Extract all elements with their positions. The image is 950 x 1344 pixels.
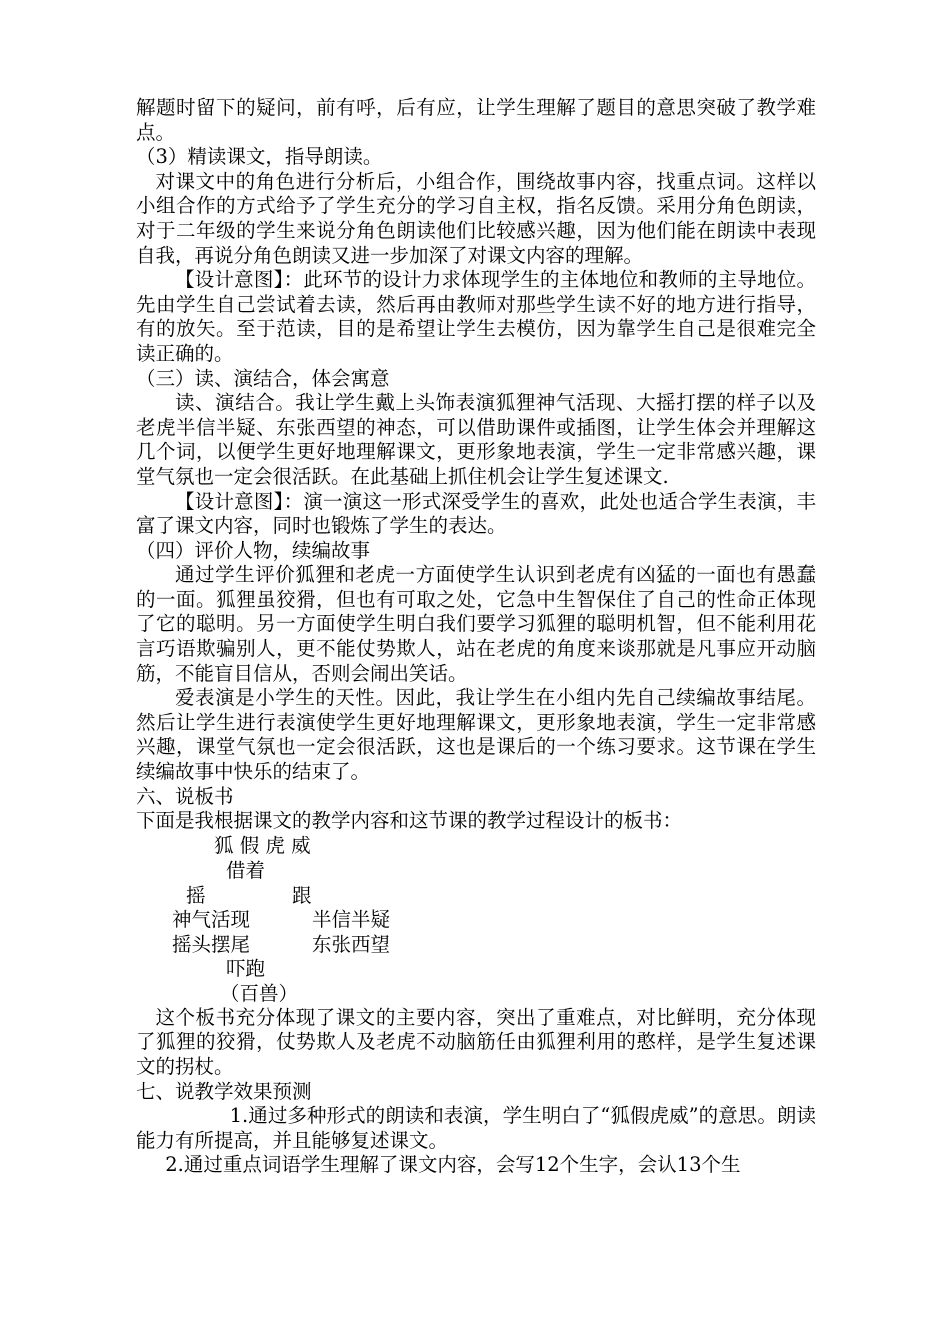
- paragraph: 读、演结合。我让学生戴上头饰表演狐狸神气活现、大摇打摆的样子以及老虎半信半疑、东张西望的神态，可以借助课件或插图，让学生体会并理解这几个词，以便学生更好地理解课文，更形象地表演，学生一定非常感兴趣，课堂气氛也一定会很活跃。在此基础上抓住机会让学生复述课文.: [136, 391, 816, 488]
- board-item: 吓跑: [226, 956, 266, 980]
- document-body: [136, 96, 816, 1178]
- paragraph: 通过学生评价狐狸和老虎一方面使学生认识到老虎有凶猛的一面也有愚蠢的一面。狐狸虽狡猾，但也有可取之处，它急中生智保住了自己的性命正体现了它的聪明。另一方面使学生明白我们要学习狐狸的聪明机智，但不能利用花言巧语欺骗别人，更不能仗势欺人，站在老虎的角度来谈那就是凡事应开动脑筋，不能盲目信从，否则会闹出笑话。: [136, 563, 816, 685]
- section-heading: 七、说教学效果预测: [136, 1079, 312, 1103]
- paragraph: 爱表演是小学生的天性。因此，我让学生在小组内先自己续编故事结尾。然后让学生进行表演使学生更好地理解课文，更形象地表演，学生一定非常感兴趣，课堂气氛也一定会很活跃，这也是课后的一个练习要求。这节课在学生续编故事中快乐的结束了。: [136, 686, 816, 784]
- board-item: 摇: [186, 883, 206, 907]
- board-item: 借着: [226, 858, 266, 882]
- design-intent-paragraph: 【设计意图】：演一演这一形式深受学生的喜欢，此处也适合学生表演，丰富了课文内容，同时也锻炼了学生的表达。: [136, 489, 816, 538]
- paragraph: 对课文中的角色进行分析后，小组合作，围绕故事内容，找重点词。这样以小组合作的方式给予了学生充分的学习自主权，指名反馈。采用分角色朗读，对于二年级的学生来说分角色朗读他们比较感兴趣，因为他们能在朗读中表现自我，再说分角色朗读又进一步加深了对课文内容的理解。: [136, 169, 816, 267]
- paragraph: 这个板书充分体现了课文的主要内容，突出了重难点，对比鲜明，充分体现了狐狸的狡猾，仗势欺人及老虎不动脑筋任由狐狸利用的憨样，是学生复述课文的拐杖。: [136, 1005, 816, 1078]
- blackboard-layout: [136, 833, 816, 1005]
- section-heading: （四）评价人物，续编故事: [136, 538, 371, 562]
- paragraph: 2.通过重点词语学生理解了课文内容，会写12个生字，会认13个生: [165, 1153, 741, 1177]
- board-item: 半信半疑: [312, 907, 391, 931]
- design-intent-paragraph: 【设计意图】：此环节的设计力求体现学生的主体地位和教师的主导地位。先由学生自己尝试着去读，然后再由教师对那些学生读不好的地方进行指导，有的放矢。至于范读，目的是希望让学生去模仿，因为靠学生自己是很难完全读正确的。: [136, 268, 816, 365]
- sub-heading: （3）精读课文，指导朗读。: [136, 145, 383, 169]
- paragraph: 1.通过多种形式的朗读和表演，学生明白了“狐假虎威”的意思。朗读能力有所提高，并且能够复述课文。: [136, 1104, 816, 1152]
- board-item: （百兽）: [220, 981, 299, 1005]
- paragraph: 下面是我根据课文的教学内容和这节课的教学过程设计的板书：: [136, 809, 683, 833]
- board-item: 东张西望: [312, 932, 391, 956]
- section-heading: 六、说板书: [136, 784, 234, 808]
- board-item: 跟: [292, 883, 312, 907]
- section-heading: （三）读、演结合，体会寓意: [136, 366, 390, 390]
- paragraph: 解题时留下的疑问，前有呼，后有应，让学生理解了题目的意思突破了教学难点。: [136, 96, 816, 144]
- board-item: 神气活现: [172, 907, 251, 931]
- board-item: 摇头摆尾: [172, 932, 251, 956]
- board-title: 狐 假 虎 威: [214, 833, 311, 857]
